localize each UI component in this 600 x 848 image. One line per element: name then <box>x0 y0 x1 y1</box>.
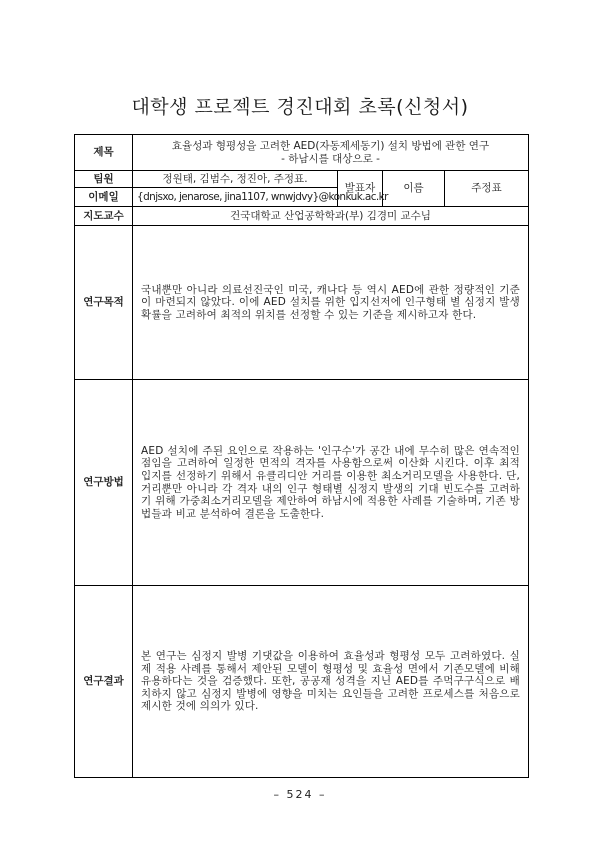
subject-line-1: 효율성과 형평성을 고려한 AED(자동제세동기) 설치 방법에 관한 연구 <box>171 139 490 152</box>
email-value: {dnjsxo, jenarose, jina1107, wnwjdvy}@konkuk.ac.kr <box>133 188 338 207</box>
subject-line-2: - 하남시를 대상으로 - <box>281 152 380 165</box>
team-members: 정원태, 김범수, 정진아, 주정표. <box>133 171 338 188</box>
result-label: 연구결과 <box>75 586 133 778</box>
advisor-row <box>75 207 529 226</box>
purpose-label: 연구목적 <box>75 226 133 380</box>
advisor-value: 건국대학교 산업공학학과(부) 김경미 교수님 <box>133 207 529 226</box>
method-text: AED 설치에 주된 요인으로 작용하는 '인구수'가 공간 내에 무수히 많은 연속적인 점임을 고려하여 일정한 면적의 격자를 사용함으로써 이산화 시킨다. 이후 최적 입지를 선정하기 위해서 유클리디안 거리를 이용한 최소거리모델을 사용한다. 단, 거리뿐만 아니라 각 격자 내의 인구 형태별 심정지 발생의 기대 빈도수를 고려하기 위해 가중최소거리모델을 제안하여 하남시에 적용한 사례를 기술하며, 기존 방법들과 비교 분석하여 결론을 도출한다. <box>133 380 529 586</box>
page-number: – 524 – <box>273 788 327 801</box>
subject-label: 제목 <box>75 135 133 171</box>
presenter-label: 발표자 <box>338 171 383 207</box>
advisor-label: 지도교수 <box>75 207 133 226</box>
team-row <box>75 171 529 188</box>
method-row <box>75 380 529 586</box>
result-text: 본 연구는 심정지 발병 기댓값을 이용하여 효율성과 형평성 모두 고려하였다. 실제 적용 사례를 통해서 제안된 모델이 형평성 및 효율성 면에서 기존모델에 비해 유용하다는 것을 검증했다. 또한, 공공재 성격을 지닌 AED를 주먹구구식으로 배치하지 않고 심정지 발병에 영향을 미치는 요인들을 고려한 프로세스를 처음으로 제시한 것에 의의가 있다. <box>133 586 529 778</box>
purpose-text: 국내뿐만 아니라 의료선진국인 미국, 캐나다 등 역시 AED에 관한 정량적인 기준이 마련되지 않았다. 이에 AED 설치를 위한 입지선저에 인구형태 별 심정지 발생확률을 고려하여 최적의 위치를 선정할 수 있는 기준을 제시하고자 한다. <box>133 226 529 380</box>
application-form-table <box>74 134 529 778</box>
subject-cell <box>133 135 529 171</box>
email-label: 이메일 <box>75 188 133 207</box>
purpose-row <box>75 226 529 380</box>
result-row <box>75 586 529 778</box>
team-label: 팀원 <box>75 171 133 188</box>
page-title: 대학생 프로젝트 경진대회 초록(신청서) <box>131 96 469 118</box>
presenter-name: 주정표 <box>445 171 529 207</box>
method-label: 연구방법 <box>75 380 133 586</box>
presenter-name-label: 이름 <box>383 171 445 207</box>
subject-row <box>75 135 529 171</box>
